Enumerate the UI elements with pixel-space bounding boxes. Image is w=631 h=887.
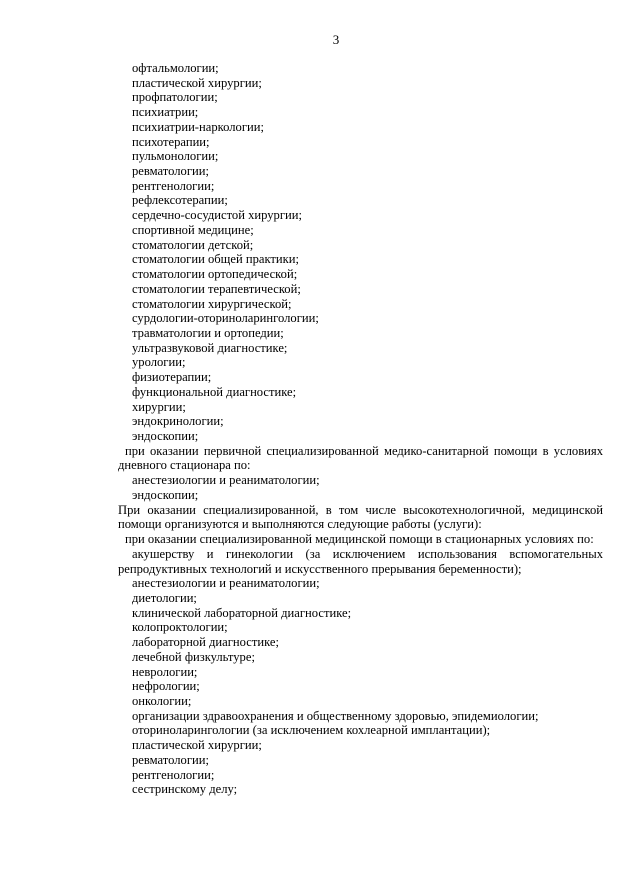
specialty-list-outpatient <box>118 61 603 444</box>
list-item: лечебной физкультуре; <box>132 649 255 664</box>
list-item: сердечно-сосудистой хирургии; <box>132 208 303 223</box>
list-item: анестезиологии и реаниматологии; <box>132 473 320 488</box>
specialty-list-day-hospital <box>118 473 603 502</box>
list-item: нефрологии; <box>132 679 200 694</box>
page-number: 3 <box>332 32 340 47</box>
list-item: клинической лабораторной диагностике; <box>132 605 352 620</box>
list-item: профпатологии; <box>132 90 218 105</box>
list-item: анестезиологии и реаниматологии; <box>132 576 320 591</box>
inpatient-heading: при оказании специализированной медицинской помощи в стационарных условиях по: <box>125 532 594 547</box>
list-item: пластической хирургии; <box>132 75 262 90</box>
list-item: травматологии и ортопедии; <box>132 325 284 340</box>
list-item: лабораторной диагностике; <box>132 635 279 650</box>
list-item: рефлексотерапии; <box>132 193 228 208</box>
day-hospital-heading: при оказании первичной специализированной медико-санитарной помощи в условиях дневного стационара по: <box>118 443 603 473</box>
list-item: стоматологии общей практики; <box>132 252 300 267</box>
list-item: спортивной медицине; <box>132 222 254 237</box>
list-item: ревматологии; <box>132 164 209 179</box>
list-item: рентгенологии; <box>132 178 215 193</box>
list-item: стоматологии детской; <box>132 237 254 252</box>
list-item: стоматологии ортопедической; <box>132 267 298 282</box>
list-item: оториноларингологии (за исключением кохлеарной имплантации); <box>132 723 491 738</box>
obstetrics-item: акушерству и гинекологии (за исключением использования вспомогательных репродуктивных технологий и искусственного прерывания беременности); <box>118 546 603 576</box>
list-item: неврологии; <box>132 664 198 679</box>
list-item: пластической хирургии; <box>132 738 262 753</box>
list-item: стоматологии хирургической; <box>132 296 292 311</box>
list-item: онкологии; <box>132 694 192 708</box>
list-item: психотерапии; <box>132 134 210 149</box>
list-item: физиотерапии; <box>132 370 212 385</box>
list-item: психиатрии; <box>132 105 199 120</box>
list-item: сурдологии-оториноларингологии; <box>132 311 319 326</box>
list-item: эндоскопии; <box>132 428 199 443</box>
list-item: функциональной диагностике; <box>132 384 297 399</box>
list-item: рентгенологии; <box>132 767 215 782</box>
list-item: хирургии; <box>132 399 186 414</box>
list-item: стоматологии терапевтической; <box>132 281 301 296</box>
list-item: сестринскому делу; <box>132 782 238 797</box>
list-item: эндоскопии; <box>132 487 199 502</box>
list-item: колопроктологии; <box>132 620 228 635</box>
list-item: ревматологии; <box>132 752 209 767</box>
list-item: диетологии; <box>132 590 197 605</box>
list-item: урологии; <box>132 355 186 370</box>
list-item: офтальмологии; <box>132 61 219 75</box>
list-item: эндокринологии; <box>132 414 224 429</box>
specialized-care-paragraph: При оказании специализированной, в том числе высокотехнологичной, медицинской помощи организуются и выполняются следующие работы (услуги): <box>118 502 603 532</box>
list-item: организации здравоохранения и общественному здоровью, эпидемиологии; <box>132 708 539 723</box>
list-item: психиатрии-наркологии; <box>132 119 264 134</box>
specialty-list-inpatient <box>118 576 603 797</box>
list-item: пульмонологии; <box>132 149 219 164</box>
document-body <box>118 61 603 797</box>
list-item: ультразвуковой диагностике; <box>132 340 288 355</box>
